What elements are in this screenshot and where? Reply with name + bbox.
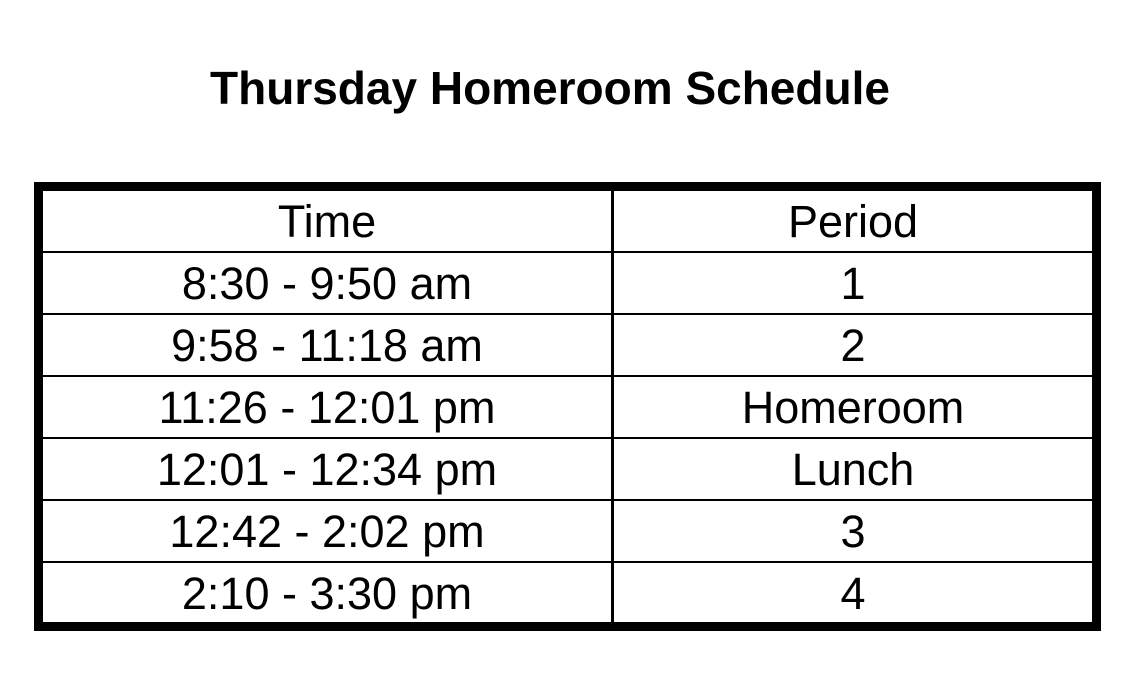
schedule-table-frame xyxy=(34,182,1101,631)
period-cell: Homeroom xyxy=(613,376,1093,438)
period-cell: 4 xyxy=(613,562,1093,623)
table-row xyxy=(43,376,1092,438)
period-cell: 2 xyxy=(613,314,1093,376)
period-cell: 3 xyxy=(613,500,1093,562)
period-cell: 1 xyxy=(613,252,1093,314)
table-row xyxy=(43,500,1092,562)
table-row xyxy=(43,252,1092,314)
time-cell: 12:42 - 2:02 pm xyxy=(43,500,613,562)
time-cell: 12:01 - 12:34 pm xyxy=(43,438,613,500)
table-row xyxy=(43,438,1092,500)
table-row xyxy=(43,562,1092,623)
time-cell: 8:30 - 9:50 am xyxy=(43,252,613,314)
table-header-row xyxy=(43,191,1092,252)
time-cell: 9:58 - 11:18 am xyxy=(43,314,613,376)
column-header-period: Period xyxy=(613,191,1093,252)
column-header-time: Time xyxy=(43,191,613,252)
period-cell: Lunch xyxy=(613,438,1093,500)
time-cell: 2:10 - 3:30 pm xyxy=(43,562,613,623)
time-cell: 11:26 - 12:01 pm xyxy=(43,376,613,438)
page-title: Thursday Homeroom Schedule xyxy=(210,62,890,114)
table-row xyxy=(43,314,1092,376)
schedule-table xyxy=(43,191,1092,623)
